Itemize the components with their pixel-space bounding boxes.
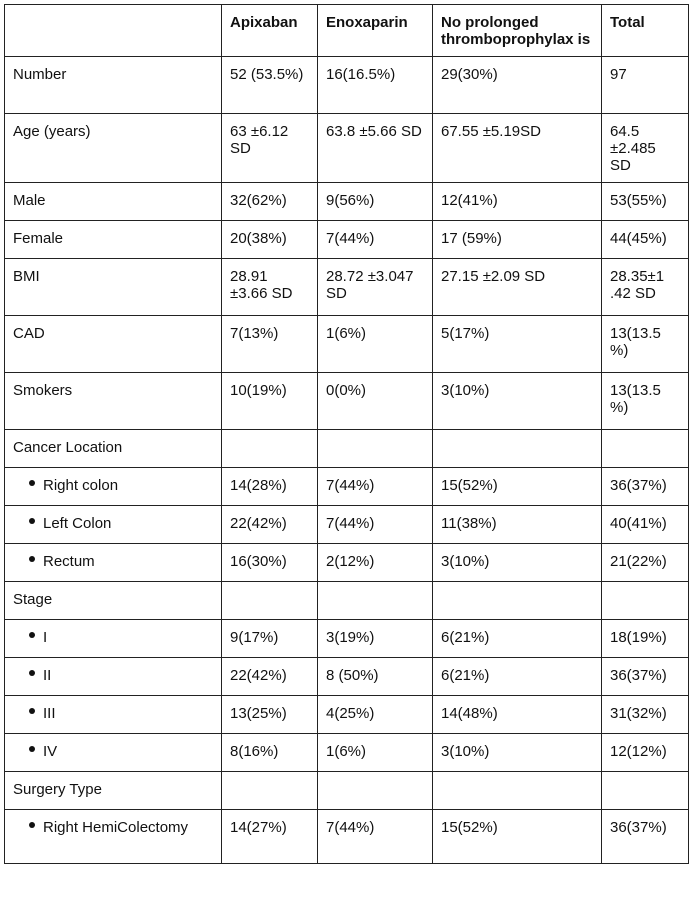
row-label-cell	[5, 468, 222, 506]
table-cell: 97	[602, 57, 689, 114]
table-cell: 52 (53.5%)	[222, 57, 318, 114]
table-cell: 22(42%)	[222, 658, 318, 696]
table-cell: 17 (59%)	[433, 221, 602, 259]
row-label-cell	[5, 221, 222, 259]
table-cell: 20(38%)	[222, 221, 318, 259]
table-row	[5, 506, 689, 544]
header-row	[5, 5, 689, 57]
bullet-icon	[29, 480, 35, 486]
table-cell: 14(27%)	[222, 810, 318, 864]
table-cell: 64.5 ±2.485 SD	[602, 114, 689, 183]
table-cell: 3(10%)	[433, 544, 602, 582]
row-label: Right colon	[43, 477, 119, 494]
row-label: Surgery Type	[13, 781, 102, 798]
table-cell: 21(22%)	[602, 544, 689, 582]
table-cell: 9(17%)	[222, 620, 318, 658]
table-row	[5, 696, 689, 734]
table-header	[5, 5, 689, 57]
row-label-cell	[5, 772, 222, 810]
row-label: BMI	[13, 268, 40, 285]
row-label: Rectum	[43, 553, 95, 570]
table-cell: 53(55%)	[602, 183, 689, 221]
table-cell	[602, 582, 689, 620]
row-label-cell	[5, 430, 222, 468]
table-row	[5, 316, 689, 373]
table-cell: 3(19%)	[318, 620, 433, 658]
table-cell: 36(37%)	[602, 468, 689, 506]
row-label-cell	[5, 373, 222, 430]
header-cell-total: Total	[602, 5, 689, 57]
table-cell: 36(37%)	[602, 658, 689, 696]
row-label-cell	[5, 183, 222, 221]
row-label: Number	[13, 66, 67, 83]
bullet-icon	[29, 518, 35, 524]
table-row	[5, 582, 689, 620]
table-cell: 15(52%)	[433, 468, 602, 506]
table-cell: 36(37%)	[602, 810, 689, 864]
table-cell: 2(12%)	[318, 544, 433, 582]
table-row	[5, 658, 689, 696]
table-cell: 63.8 ±5.66 SD	[318, 114, 433, 183]
table-row	[5, 810, 689, 864]
table-cell: 8(16%)	[222, 734, 318, 772]
table-cell	[602, 772, 689, 810]
table-row	[5, 772, 689, 810]
table-cell: 67.55 ±5.19SD	[433, 114, 602, 183]
table-cell: 6(21%)	[433, 620, 602, 658]
row-label: II	[43, 667, 52, 684]
row-label: Stage	[13, 591, 53, 608]
row-label-cell	[5, 316, 222, 373]
row-label-cell	[5, 734, 222, 772]
table-cell	[318, 772, 433, 810]
header-cell-no-prolonged: No prolonged thromboprophylax is	[433, 5, 602, 57]
table-cell	[222, 582, 318, 620]
table-cell: 12(12%)	[602, 734, 689, 772]
table-cell	[433, 430, 602, 468]
table-row	[5, 183, 689, 221]
table-cell: 18(19%)	[602, 620, 689, 658]
table-cell	[318, 430, 433, 468]
table-cell: 27.15 ±2.09 SD	[433, 259, 602, 316]
table-cell: 4(25%)	[318, 696, 433, 734]
row-label-cell	[5, 259, 222, 316]
row-label: Cancer Location	[13, 439, 123, 456]
table-cell: 7(44%)	[318, 221, 433, 259]
table-row	[5, 221, 689, 259]
table-cell: 13(25%)	[222, 696, 318, 734]
row-label-cell	[5, 506, 222, 544]
table-row	[5, 734, 689, 772]
table-cell: 28.91 ±3.66 SD	[222, 259, 318, 316]
table-row	[5, 430, 689, 468]
table-cell: 44(45%)	[602, 221, 689, 259]
table-row	[5, 544, 689, 582]
table-cell	[602, 430, 689, 468]
table-row	[5, 373, 689, 430]
table-row	[5, 57, 689, 114]
table-cell: 3(10%)	[433, 734, 602, 772]
table-cell: 9(56%)	[318, 183, 433, 221]
table-cell: 40(41%)	[602, 506, 689, 544]
table-cell: 14(48%)	[433, 696, 602, 734]
table-cell: 7(13%)	[222, 316, 318, 373]
table-cell: 31(32%)	[602, 696, 689, 734]
bullet-icon	[29, 746, 35, 752]
table-cell	[318, 582, 433, 620]
row-label: Male	[13, 192, 46, 209]
table-cell: 7(44%)	[318, 506, 433, 544]
bullet-icon	[29, 632, 35, 638]
table-cell: 28.72 ±3.047 SD	[318, 259, 433, 316]
table-row	[5, 114, 689, 183]
table-row	[5, 259, 689, 316]
row-label: Left Colon	[43, 515, 112, 532]
table-cell: 29(30%)	[433, 57, 602, 114]
table-body	[5, 57, 689, 864]
table-cell	[222, 772, 318, 810]
header-cell-blank	[5, 5, 222, 57]
table-cell	[222, 430, 318, 468]
row-label: CAD	[13, 325, 45, 342]
row-label-cell	[5, 658, 222, 696]
bullet-icon	[29, 822, 35, 828]
demographics-table	[4, 4, 689, 864]
table-cell: 11(38%)	[433, 506, 602, 544]
row-label-cell	[5, 810, 222, 864]
table-cell: 13(13.5 %)	[602, 316, 689, 373]
row-label-cell	[5, 114, 222, 183]
table-cell: 15(52%)	[433, 810, 602, 864]
row-label-cell	[5, 544, 222, 582]
row-label: I	[43, 629, 48, 646]
table-cell: 0(0%)	[318, 373, 433, 430]
table-cell: 7(44%)	[318, 468, 433, 506]
table-cell: 22(42%)	[222, 506, 318, 544]
row-label: Smokers	[13, 382, 73, 399]
row-label: Right HemiColectomy	[43, 819, 189, 836]
table-cell: 14(28%)	[222, 468, 318, 506]
row-label-cell	[5, 57, 222, 114]
table-cell: 28.35±1 .42 SD	[602, 259, 689, 316]
table-cell	[433, 772, 602, 810]
table-cell: 32(62%)	[222, 183, 318, 221]
table-cell: 16(16.5%)	[318, 57, 433, 114]
table-cell: 12(41%)	[433, 183, 602, 221]
table-row	[5, 620, 689, 658]
header-cell-enoxaparin: Enoxaparin	[318, 5, 433, 57]
row-label-cell	[5, 620, 222, 658]
table-cell: 3(10%)	[433, 373, 602, 430]
table-cell: 1(6%)	[318, 734, 433, 772]
table-cell: 10(19%)	[222, 373, 318, 430]
table-cell: 8 (50%)	[318, 658, 433, 696]
table-cell	[433, 582, 602, 620]
bullet-icon	[29, 556, 35, 562]
row-label-cell	[5, 696, 222, 734]
header-cell-apixaban: Apixaban	[222, 5, 318, 57]
table-cell: 7(44%)	[318, 810, 433, 864]
table-cell: 16(30%)	[222, 544, 318, 582]
row-label: Age (years)	[13, 123, 91, 140]
table-cell: 13(13.5 %)	[602, 373, 689, 430]
row-label: IV	[43, 743, 58, 760]
row-label: Female	[13, 230, 64, 247]
bullet-icon	[29, 670, 35, 676]
table-cell: 63 ±6.12 SD	[222, 114, 318, 183]
bullet-icon	[29, 708, 35, 714]
row-label: III	[43, 705, 56, 722]
table-cell: 6(21%)	[433, 658, 602, 696]
table-row	[5, 468, 689, 506]
table-cell: 5(17%)	[433, 316, 602, 373]
table-cell: 1(6%)	[318, 316, 433, 373]
row-label-cell	[5, 582, 222, 620]
